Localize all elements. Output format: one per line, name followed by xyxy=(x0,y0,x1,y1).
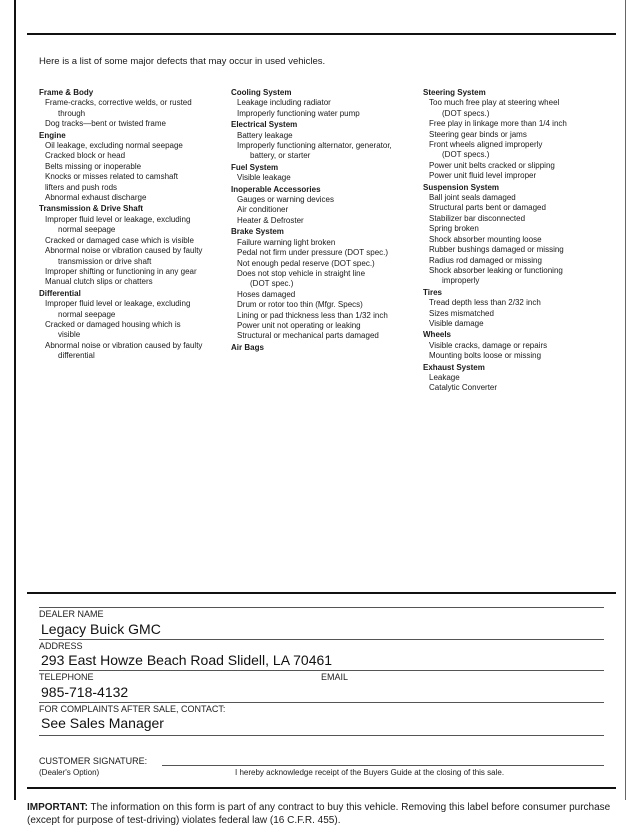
defect-item: normal seepage xyxy=(58,225,116,235)
defect-item: Oil leakage, excluding normal seepage xyxy=(45,141,183,151)
address-value[interactable]: 293 East Howze Beach Road Slidell, LA 70461 xyxy=(41,652,333,668)
defect-item: (DOT spec.) xyxy=(250,279,294,289)
dealer-name-value[interactable]: Legacy Buick GMC xyxy=(41,621,161,637)
defect-item: Visible cracks, damage or repairs xyxy=(429,340,548,350)
defect-item: Power unit not operating or leaking xyxy=(237,320,361,330)
bottom-rule xyxy=(27,787,616,789)
defect-section-title: Brake System xyxy=(231,227,284,237)
top-rule xyxy=(27,33,616,35)
defect-section xyxy=(39,204,229,287)
defect-section-title: Wheels xyxy=(423,330,452,340)
defect-section-title: Suspension System xyxy=(423,182,500,192)
address-line xyxy=(39,639,604,640)
defect-item: Improperly functioning alternator, generator, xyxy=(237,141,392,151)
defect-item: Failure warning light broken xyxy=(237,237,336,247)
defect-section-title: Transmission & Drive Shaft xyxy=(39,204,144,214)
defect-section-title: Inoperable Accessories xyxy=(231,184,321,194)
defects-column-2 xyxy=(231,88,421,354)
defect-item: improperly xyxy=(442,276,480,286)
complaints-value[interactable]: See Sales Manager xyxy=(41,715,164,731)
defect-section-title: Electrical System xyxy=(231,120,298,130)
defect-item: Front wheels aligned improperly xyxy=(429,140,543,150)
defect-item: Visible leakage xyxy=(237,173,291,183)
defect-item: battery, or starter xyxy=(250,151,311,161)
defect-section xyxy=(423,330,618,361)
defect-item: Stabilizer bar disconnected xyxy=(429,213,526,223)
address-label: ADDRESS xyxy=(39,641,83,651)
defect-item: (DOT specs.) xyxy=(442,108,490,118)
defect-item: Improper shifting or functioning in any gear xyxy=(45,266,197,276)
frame-right-border xyxy=(625,0,626,800)
defect-section-title: Frame & Body xyxy=(39,88,94,97)
dealer-box-top-rule xyxy=(27,592,616,594)
defect-item: Not enough pedal reserve (DOT spec.) xyxy=(237,258,375,268)
telephone-value[interactable]: 985-718-4132 xyxy=(41,684,129,700)
defect-section xyxy=(231,343,421,353)
defect-item: Power unit fluid level improper xyxy=(429,171,537,181)
defect-item: Too much free play at steering wheel xyxy=(429,98,560,108)
telephone-line xyxy=(39,670,604,671)
defect-section xyxy=(423,288,618,330)
defect-item: normal seepage xyxy=(58,309,116,319)
defect-section-title: Differential xyxy=(39,288,81,298)
defect-section-title: Engine xyxy=(39,130,66,140)
defect-section xyxy=(39,131,229,204)
email-label: EMAIL xyxy=(321,672,349,682)
defect-item: Sizes mismatched xyxy=(429,308,494,318)
defect-item: Lining or pad thickness less than 1/32 inch xyxy=(237,310,388,320)
defects-intro: Here is a list of some major defects that may occur in used vehicles. xyxy=(39,56,326,67)
defect-item: Drum or rotor too thin (Mfgr. Specs) xyxy=(237,300,363,310)
customer-signature-label: CUSTOMER SIGNATURE: xyxy=(39,756,148,766)
defect-item: Gauges or warning devices xyxy=(237,195,334,205)
defect-item: Manual clutch slips or chatters xyxy=(45,277,153,287)
defect-item: (DOT specs.) xyxy=(442,150,490,160)
defect-item: through xyxy=(58,108,86,118)
defect-item: Air conditioner xyxy=(237,205,289,215)
defect-item: Frame-cracks, corrective welds, or rusted xyxy=(45,98,192,108)
important-label: IMPORTANT: xyxy=(27,802,88,813)
defect-item: Abnormal exhaust discharge xyxy=(45,193,147,203)
defect-item: Spring broken xyxy=(429,224,479,234)
defect-item: Cracked or damaged case which is visible xyxy=(45,235,194,245)
defect-item: Structural parts bent or damaged xyxy=(429,203,546,213)
defect-section xyxy=(423,183,618,287)
acknowledgment-text: I hereby acknowledge receipt of the Buyers Guide at the closing of this sale. xyxy=(235,768,505,777)
dealer-option-note: (Dealer's Option) xyxy=(39,768,100,777)
defect-section xyxy=(231,163,421,184)
defect-item: Steering gear binds or jams xyxy=(429,129,527,139)
defect-section-title: Air Bags xyxy=(231,342,264,352)
defect-section xyxy=(423,88,618,182)
defect-item: Battery leakage xyxy=(237,130,293,140)
defect-item: Heater & Defroster xyxy=(237,215,304,225)
defects-column-1 xyxy=(39,88,229,363)
defect-item: Tread depth less than 2/32 inch xyxy=(429,298,541,308)
customer-signature-field[interactable] xyxy=(162,765,604,766)
defect-item: Pedal not firm under pressure (DOT spec.) xyxy=(237,248,389,258)
telephone-label: TELEPHONE xyxy=(39,672,94,682)
defect-item: Radius rod damaged or missing xyxy=(429,255,542,265)
defect-section-title: Tires xyxy=(423,287,442,297)
important-text: The information on this form is part of any contract to buy this vehicle. Removing this label before consumer purchase (except for purpose of test-driving) violates federal law (16 C.F.R. 455). xyxy=(27,802,611,826)
defect-item: Abnormal noise or vibration caused by faulty xyxy=(45,246,203,256)
defect-item: Shock absorber leaking or functioning xyxy=(429,265,563,275)
defect-item: differential xyxy=(58,351,95,361)
complaints-bottom-line xyxy=(39,735,604,736)
defect-item: visible xyxy=(58,330,81,340)
defect-section-title: Exhaust System xyxy=(423,362,485,372)
defect-item: transmission or drive shaft xyxy=(58,256,152,266)
defect-section xyxy=(423,363,618,394)
defect-section xyxy=(231,88,421,119)
frame-left-border xyxy=(14,0,16,800)
complaints-line xyxy=(39,702,604,703)
defect-section xyxy=(231,120,421,162)
complaints-label: FOR COMPLAINTS AFTER SALE, CONTACT: xyxy=(39,704,226,714)
defect-item: Hoses damaged xyxy=(237,289,296,299)
defect-item: Improperly functioning water pump xyxy=(237,108,360,118)
important-notice xyxy=(27,801,622,827)
defect-section-title: Steering System xyxy=(423,88,486,97)
defect-section-title: Cooling System xyxy=(231,88,292,97)
defect-item: Ball joint seals damaged xyxy=(429,193,516,203)
defect-section xyxy=(39,289,229,362)
defect-item: Leakage including radiator xyxy=(237,98,331,108)
defect-item: Belts missing or inoperable xyxy=(45,161,142,171)
defect-section xyxy=(231,185,421,227)
defect-section xyxy=(231,227,421,341)
defect-item: Free play in linkage more than 1/4 inch xyxy=(429,119,567,129)
defect-section xyxy=(39,88,229,130)
defect-item: Shock absorber mounting loose xyxy=(429,234,542,244)
defect-item: Cracked or damaged housing which is xyxy=(45,319,181,329)
defect-item: Power unit belts cracked or slipping xyxy=(429,160,555,170)
dealer-name-label: DEALER NAME xyxy=(39,609,104,619)
defect-item: Rubber bushings damaged or missing xyxy=(429,245,564,255)
defect-section-title: Fuel System xyxy=(231,162,279,172)
defect-item: Does not stop vehicle in straight line xyxy=(237,268,366,278)
defect-item: Dog tracks—bent or twisted frame xyxy=(45,119,166,129)
defect-item: Improper fluid level or leakage, excluding xyxy=(45,214,191,224)
defect-item: lifters and push rods xyxy=(45,182,118,192)
defect-item: Cracked block or head xyxy=(45,151,126,161)
defect-item: Visible damage xyxy=(429,318,484,328)
defect-item: Knocks or misses related to camshaft xyxy=(45,172,178,182)
defect-item: Leakage xyxy=(429,372,460,382)
defect-item: Structural or mechanical parts damaged xyxy=(237,331,379,341)
defect-item: Improper fluid level or leakage, excluding xyxy=(45,299,191,309)
defect-item: Abnormal noise or vibration caused by faulty xyxy=(45,340,203,350)
defects-column-3 xyxy=(423,88,618,395)
defect-item: Catalytic Converter xyxy=(429,383,498,393)
dealer-name-line xyxy=(39,607,604,608)
defect-item: Mounting bolts loose or missing xyxy=(429,351,542,361)
